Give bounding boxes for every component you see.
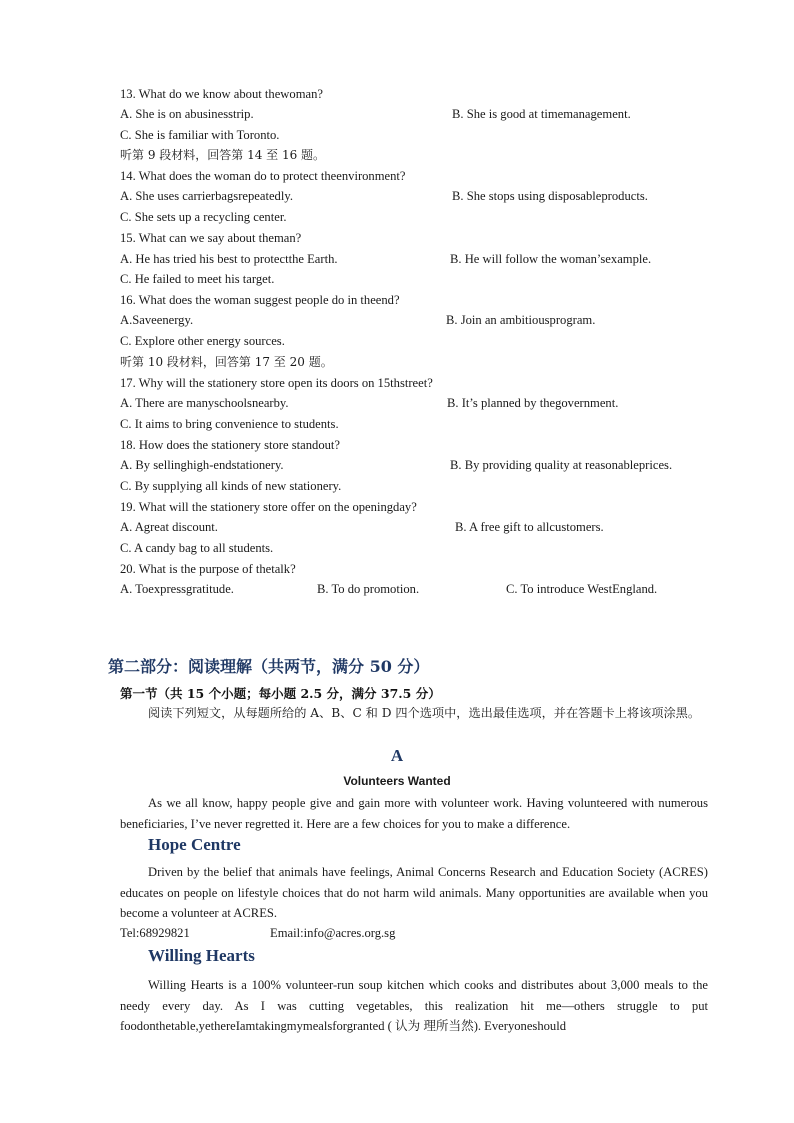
option-b: B. To do promotion. [317, 582, 420, 596]
option-b: B. By providing quality at reasonableprices. [450, 458, 673, 472]
option-b: B. She is good at timemanagement. [452, 107, 631, 121]
org-title: Hope Centre [148, 835, 241, 854]
section-title: 第一节（共 15 个小题；每小题 2.5 分，满分 37.5 分） [120, 686, 441, 701]
listening-instruction: 听第 10 段材料，回答第 17 至 20 题。 [120, 355, 333, 369]
option-c: C. He failed to meet his target. [120, 272, 275, 286]
option-b: B. A free gift to allcustomers. [455, 520, 604, 534]
option-a: A. There are manyschoolsnearby. [120, 396, 289, 410]
question-stem: 14. What does the woman do to protect theenvironment? [120, 169, 406, 183]
option-c: C. By supplying all kinds of new stationery. [120, 479, 342, 493]
option-c: C. She is familiar with Toronto. [120, 128, 280, 142]
question-stem: 15. What can we say about theman? [120, 231, 302, 245]
option-a: A.Saveenergy. [120, 313, 194, 327]
question-stem: 16. What does the woman suggest people do in theend? [120, 293, 400, 307]
option-a: A. She is on abusinesstrip. [120, 107, 254, 121]
option-c: C. To introduce WestEngland. [506, 582, 658, 596]
option-a: A. He has tried his best to protectthe Earth. [120, 252, 338, 266]
contact-email: Email:info@acres.org.sg [270, 926, 396, 940]
question-stem: 13. What do we know about thewoman? [120, 87, 323, 101]
passage-letter: A [390, 746, 404, 765]
org-description: Willing Hearts is a 100% volunteer-run soup kitchen which cooks and distributes about 3,000 meals to the needy every day. As I was cutting vegetables, this realization hit me—others struggle to put foodonthetable,yethereIamtakingmymealsforgranted ( 认为 理所当然). Everyoneshould [120, 978, 708, 1033]
part-title: 第二部分：阅读理解（共两节，满分 50 分） [108, 657, 430, 676]
contact-tel: Tel:68929821 [120, 926, 190, 940]
question-stem: 17. Why will the stationery store open its doors on 15thstreet? [120, 376, 433, 390]
option-a: A. Agreat discount. [120, 520, 218, 534]
passage-heading: Volunteers Wanted [343, 774, 451, 788]
option-b: B. Join an ambitiousprogram. [446, 313, 596, 327]
option-c: C. A candy bag to all students. [120, 541, 274, 555]
question-stem: 20. What is the purpose of thetalk? [120, 562, 296, 576]
org-title: Willing Hearts [148, 946, 255, 965]
option-a: A. Toexpressgratitude. [120, 582, 234, 596]
option-b: B. She stops using disposableproducts. [452, 189, 648, 203]
option-b: B. It’s planned by thegovernment. [447, 396, 619, 410]
question-stem: 19. What will the stationery store offer on the openingday? [120, 500, 417, 514]
option-a: A. By sellinghigh-endstationery. [120, 458, 284, 472]
question-stem: 18. How does the stationery store standout? [120, 438, 340, 452]
option-c: C. Explore other energy sources. [120, 334, 285, 348]
option-c: C. She sets up a recycling center. [120, 210, 287, 224]
option-a: A. She uses carrierbagsrepeatedly. [120, 189, 293, 203]
option-c: C. It aims to bring convenience to students. [120, 417, 339, 431]
passage-intro: As we all know, happy people give and gain more with volunteer work. Having volunteered with numerous beneficiaries, I’ve never regretted it. Here are a few choices for you to make a difference. [120, 796, 708, 831]
org-description: Driven by the belief that animals have feelings, Animal Concerns Research and Education Society (ACRES) educates on people on lifestyle choices that do not harm wild animals. Many opportunities are available when you become a volunteer at ACRES. [120, 865, 708, 920]
option-b: B. He will follow the woman’sexample. [450, 252, 652, 266]
reading-instructions: 阅读下列短文，从每题所给的 A、B、C 和 D 四个选项中，选出最佳选项，并在答题卡上将该项涂黑。 [148, 706, 701, 720]
listening-instruction: 听第 9 段材料，回答第 14 至 16 题。 [120, 148, 326, 162]
